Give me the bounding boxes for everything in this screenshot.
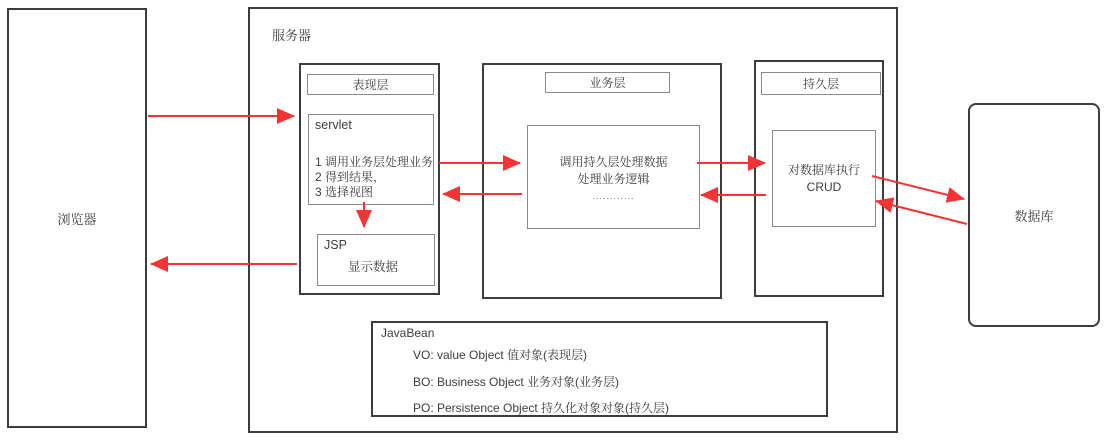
persistence-layer-label: 持久层 (802, 77, 839, 91)
jsp-title: JSP (324, 238, 347, 252)
business-logic-line2: 处理业务逻辑 (577, 172, 650, 186)
servlet-title: servlet (315, 118, 352, 132)
server-label: 服务器 (272, 28, 312, 43)
persistence-layer-header (761, 72, 881, 95)
browser-label: 浏览器 (57, 211, 97, 227)
jsp-box (317, 234, 435, 286)
javabean-item-vo: VO: value Object 值对象(表现层) (413, 348, 588, 362)
server-box (248, 7, 898, 433)
business-logic-dots: ............ (592, 191, 635, 201)
presentation-layer-box (299, 63, 440, 295)
javabean-box (371, 321, 828, 417)
servlet-steps (315, 155, 433, 200)
servlet-box (308, 114, 434, 205)
jsp-body: 显示数据 (348, 260, 399, 274)
business-layer-box (482, 63, 722, 299)
persistence-layer-box (754, 60, 884, 297)
browser-box (7, 8, 147, 428)
servlet-step-1: 1 调用业务层处理业务 (315, 155, 434, 169)
servlet-step-3: 3 选择视图 (315, 185, 374, 199)
presentation-layer-header (307, 74, 434, 95)
presentation-layer-label: 表现层 (352, 78, 389, 92)
crud-box (772, 130, 876, 227)
business-logic-line1: 调用持久层处理数据 (559, 155, 668, 169)
database-box (968, 103, 1100, 327)
javabean-title: JavaBean (381, 326, 435, 340)
business-layer-header (545, 72, 670, 93)
javabean-item-po: PO: Persistence Object 持久化对象对象(持久层) (413, 401, 670, 415)
database-label: 数据库 (1014, 208, 1054, 224)
servlet-step-2: 2 得到结果， (315, 170, 386, 184)
crud-line2: CRUD (806, 179, 842, 194)
javabean-item-bo: BO: Business Object 业务对象(业务层) (413, 375, 620, 389)
crud-line1: 对数据库执行 (787, 162, 860, 177)
business-layer-label: 业务层 (589, 76, 626, 90)
business-logic-box (527, 125, 700, 229)
